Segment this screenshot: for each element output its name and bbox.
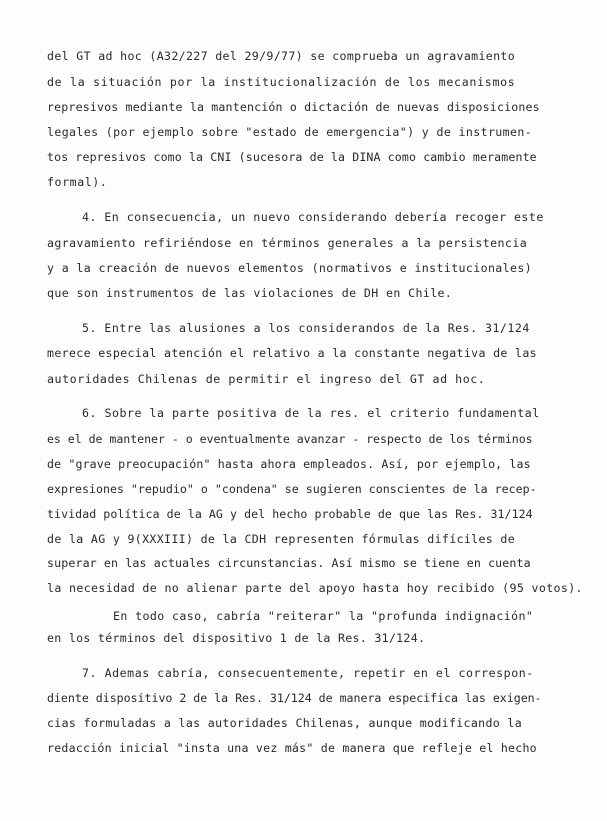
text-line: diente dispositivo 2 de la Res. 31/124 de manera especifica las exigen- [47,691,542,705]
indented-line: En todo caso, cabría "reiterar" la "profunda indignación" [113,609,534,623]
text-line: agravamiento refiriéndose en términos generales a la persistencia [47,236,528,250]
text-line: autoridades Chilenas de permitir el ingreso del GT ad hoc. [47,372,486,386]
text-line: redacción inicial "insta una vez más" de manera que refleje el hecho [47,741,537,755]
text-line: de la AG y 9(XXXIII) de la CDH representen fórmulas difíciles de [47,532,516,546]
text-line: de "grave preocupación" hasta ahora empleados. Así, por ejemplo, las [47,457,531,471]
text-line: es el de mantener - o eventualmente avanzar - respecto de los términos [47,432,533,446]
text-line: legales (por ejemplo sobre "estado de emergencia") y de instrumen- [47,125,533,139]
text-line: tividad política de la AG y del hecho probable de que las Res. 31/124 [47,507,533,521]
paragraph-5-line: 5. Entre las alusiones a los considerandos de la Res. 31/124 [82,321,530,335]
text-line: expresiones "repudio" o "condena" se sugieren conscientes de la recep- [47,482,537,496]
text-line: que son instrumentos de las violaciones de DH en Chile. [47,286,453,300]
text-line: tos represivos como la CNI (sucesora de la DINA como cambio meramente [47,150,537,164]
text-line: superar en las actuales circunstancias. Así mismo se tiene en cuenta [47,556,531,570]
paragraph-7-line: 7. Ademas cabría, consecuentemente, repetir en el correspon- [82,666,534,680]
text-line: en los términos del dispositivo 1 de la Res. 31/124. [47,631,426,645]
text-line: la necesidad de no alienar parte del apoyo hasta hoy recibido (95 votos). [47,581,583,595]
text-line: y a la creación de nuevos elementos (normativos e institucionales) [47,261,533,275]
paragraph-4-line: 4. En consecuencia, un nuevo considerando debería recoger este [82,210,544,224]
text-line: represivos mediante la mantención o dictación de nuevas disposiciones [47,100,540,114]
text-line: de la situación por la institucionalización de los mecanismos [47,75,516,89]
paragraph-6-line: 6. Sobre la parte positiva de la res. el criterio fundamental [82,406,540,420]
text-line: merece especial atención el relativo a la constante negativa de las [47,346,537,360]
text-line: formal). [47,175,108,189]
text-line: cias formuladas a las autoridades Chilenas, aunque modificando la [47,716,523,730]
text-line: del GT ad hoc (A32/227 del 29/9/77) se comprueba un agravamiento [47,49,516,63]
